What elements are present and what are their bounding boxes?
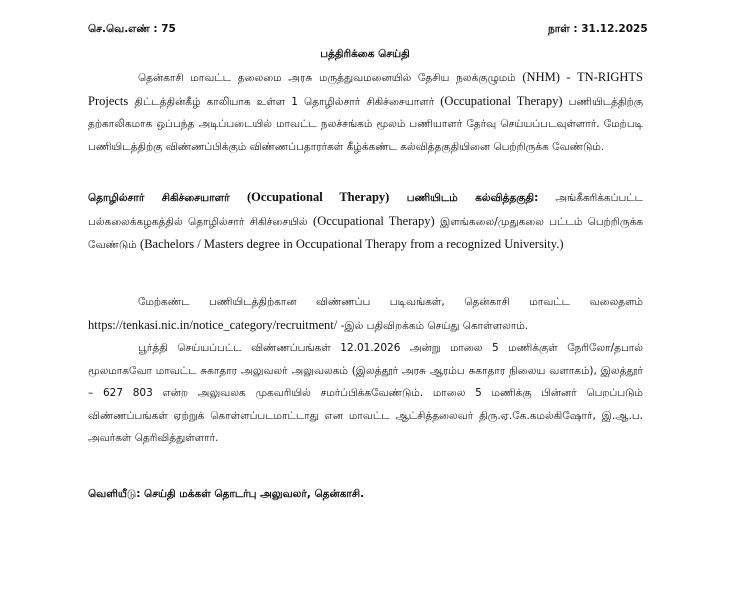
deadline-text: பூர்த்தி செய்யப்பட்ட விண்ணப்பங்கள் 12.01.2026 அன்று மாலை 5 மணிக்குள் நேரிலோ/தபால் மூலமாகவோ மாவட்ட சுகாதார அலுவலர் அலுவலகம் (இலத்தூர் அரசு ஆரம்ப சுகாதார நிலைய வளாகம்), இலத்தூர் – 627 803 என்ற அலுவலக முகவரியில் சமர்ப்பிக்கவேண்டும். மாலை 5 மணிக்கு பின்னர் பெறப்படும் விண்ணப்பங்கள் ஏற்றுக் கொள்ளப்படமாட்டாது என மாவட்ட ஆட்சித்தலைவர் திரு.ஏ.கே.கமல்கிஷோர், இ.ஆ.ப. அவர்கள் தெரிவித்துள்ளார்.: [88, 342, 643, 444]
footer-issued-by: வெளியீடு: செய்தி மக்கள் தொடர்பு அலுவலர், தென்காசி.: [88, 488, 365, 500]
qualification-paragraph: [88, 186, 643, 257]
intro-text-3: பணியிடத்திற்கு தற்காலிகமாக ஒப்பந்த அடிப்படையில் மாவட்ட நலச்சங்கம் மூலம் பணியாளர் தேர்வு செய்யப்படவுள்ளார். மேற்படி பணியிடத்திற்கு விண்ணப்பிக்கும் விண்ணப்பதாரர்கள் கீழ்க்கண்ட கல்வித்தகுதியினை பெற்றிருக்க வேண்டும்.: [88, 95, 643, 153]
qualification-heading-1: தொழில்சார் சிகிச்சையாளர்: [88, 192, 247, 204]
qualification-text-1: அங்கீகரிக்கப்பட்ட பல்கலைக்கழகத்தில் தொழில்சார் சிகிச்சையில்: [88, 192, 643, 228]
forms-text-2: -இல் பதிவிறக்கம் செய்து கொள்ளலாம்.: [337, 319, 529, 332]
qualification-text-2: இளங்கலை/முதுகலை பட்டம் பெற்றிருக்க வேண்டும்: [88, 215, 643, 251]
intro-text-1: தென்காசி மாவட்ட தலைமை அரசு மருத்துவமனையில் தேசிய நலக்குழுமம்: [138, 72, 523, 84]
intro-program-name: (NHM) - TN-RIGHTS Projects: [88, 70, 644, 108]
release-date: நாள் : 31.12.2025: [548, 23, 648, 35]
intro-post-name: (Occupational Therapy): [440, 93, 563, 108]
intro-paragraph: [88, 66, 643, 158]
deadline-paragraph: [88, 337, 643, 450]
forms-paragraph: [88, 291, 643, 337]
reference-number: செ.வெ.எண் : 75: [88, 23, 176, 35]
qualification-heading-2: (Occupational Therapy): [246, 190, 390, 204]
recruitment-url: https://tenkasi.nic.in/notice_category/recruitment/: [88, 317, 338, 332]
intro-text-2: திட்டத்தின்கீழ் காலியாக உள்ள 1 தொழில்சார் சிகிச்சையாளர்: [128, 95, 441, 108]
page-title: பத்திரிக்கை செய்தி: [320, 48, 410, 60]
qualification-heading-3: பணியிடம் கல்வித்தகுதி:: [389, 192, 539, 204]
qualification-post-name: (Occupational Therapy): [313, 213, 435, 228]
qualification-english: (Bachelors / Masters degree in Occupational Therapy from a recognized University.): [140, 237, 564, 251]
forms-text-1: மேற்கண்ட பணியிடத்திற்கான விண்ணப்ப படிவங்கள், தென்காசி மாவட்ட வலைதளம்: [138, 296, 643, 308]
